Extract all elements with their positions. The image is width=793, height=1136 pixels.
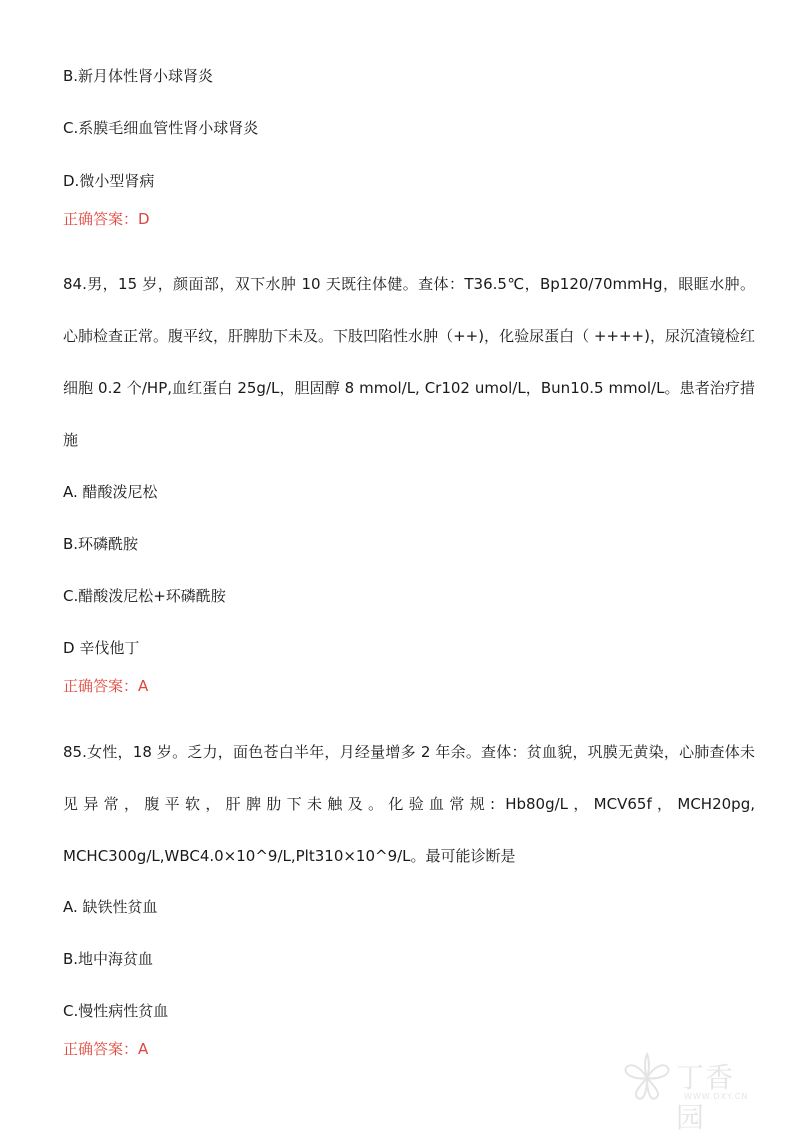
q85-option-c: C.慢性病性贫血: [63, 1002, 169, 1020]
q83-option-c: C.系膜毛细血管性肾小球肾炎: [63, 119, 259, 137]
q83-correct-answer: 正确答案：D: [63, 210, 150, 228]
dxy-watermark-brand: 丁香园: [676, 1061, 735, 1134]
dxy-watermark: [612, 1042, 762, 1134]
q85-option-a: A. 缺铁性贫血: [63, 898, 158, 916]
q84-question-stem: 84.男，15 岁，颜面部，双下水肿 10 天既往体健。查体：T36.5℃，Bp120/70mmHg，眼眶水肿。心肺检查正常。腹平纹，肝脾肋下未及。下肢凹陷性水肿（++)，化验尿蛋白（ ++++)，尿沉渣镜检红细胞 0.2 个/HP,血红蛋白 25g/L，胆固醇 8 mmol/L, Cr102 umol/L，Bun10.5 mmol/L。患者治疗措施: [63, 275, 755, 449]
q83-option-b: B.新月体性肾小球肾炎: [63, 67, 214, 85]
dxy-logo-icon: [620, 1048, 674, 1106]
q85-question-stem: 85.女性，18 岁。乏力，面色苍白半年，月经量增多 2 年余。查体：贫血貌，巩膜无黄染，心肺查体未见异常，腹平软，肝脾肋下未触及。化验血常规: Hb80g/L，MCV65f，MCH20pg, MCHC300g/L,WBC4.0×10^9/L,Plt310×10^9/L。最可能诊断是: [63, 743, 755, 865]
q84-option-c: C.醋酸泼尼松+环磷酰胺: [63, 587, 226, 605]
q84-option-a: A. 醋酸泼尼松: [63, 483, 158, 501]
q83-option-d: D.微小型肾病: [63, 172, 155, 190]
q84-option-d: D 辛伐他丁: [63, 639, 140, 657]
dxy-watermark-url: WWW.DXY.CN: [684, 1092, 749, 1101]
q84-correct-answer: 正确答案：A: [63, 677, 149, 695]
q85-correct-answer: 正确答案：A: [63, 1040, 149, 1058]
q84-option-b: B.环磷酰胺: [63, 535, 139, 553]
q85-option-b: B.地中海贫血: [63, 950, 154, 968]
